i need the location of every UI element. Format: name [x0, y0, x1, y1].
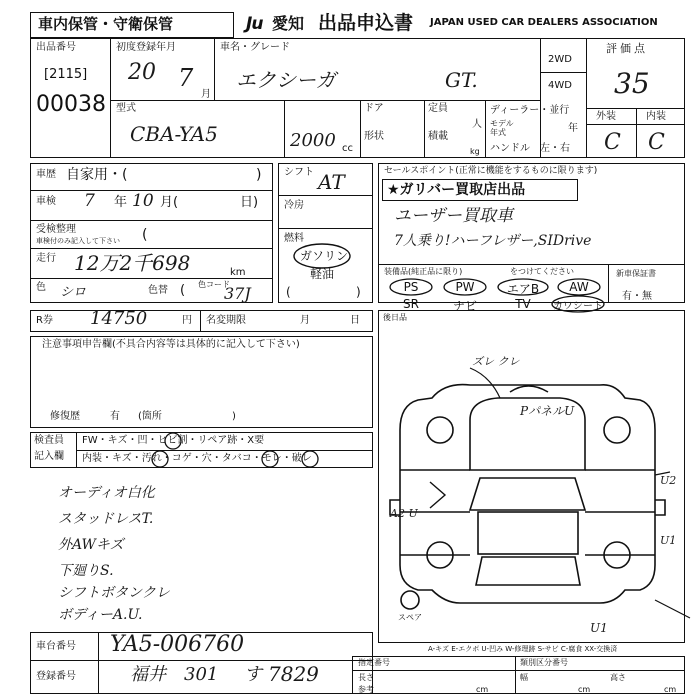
gulliver-banner: ★ガリバー買取店出品: [387, 182, 526, 198]
score-label: 評価点: [606, 42, 648, 55]
color-label: 色: [36, 282, 46, 293]
equipment-pw: PW: [455, 280, 475, 294]
inspector-exterior-row: FW・キズ・凹・ヒビ割・リペア跡・X要: [82, 435, 265, 446]
sales-points-label: セールスポイント(正常に機能をするものに限ります): [384, 166, 598, 176]
equipment-note: をつけてください: [510, 267, 574, 276]
inspector-note-1: オーディオ白化: [58, 485, 155, 501]
load-unit: kg: [470, 147, 480, 156]
registration-month-unit: 月: [201, 89, 211, 100]
association-name: JAPAN USED CAR DEALERS ASSOCIATION: [430, 17, 658, 28]
height-label: 高さ: [610, 673, 626, 682]
footer-block: [352, 656, 685, 694]
inspector-note-4: 下廻りS.: [58, 563, 114, 579]
fuel-gasoline: ガソリン: [300, 249, 349, 263]
registration-month: 7: [178, 64, 194, 92]
interior-score: C: [648, 130, 665, 155]
equipment-leather: カワシート: [553, 301, 603, 312]
reference-label: 参考: [358, 685, 374, 694]
logo-region: 愛知: [272, 14, 305, 33]
shaken-year: 7: [84, 191, 95, 211]
engine-cc: 2000: [290, 130, 336, 151]
recolor-label: 色替: [148, 285, 168, 296]
diagram-right-note-1: U2: [660, 474, 677, 487]
vehicle-name: エクシーガ: [236, 68, 336, 92]
plate-region: 福井: [130, 664, 166, 685]
later-docs-block: [378, 310, 685, 643]
shape-label: 形状: [364, 131, 384, 142]
capacity-unit: 人: [472, 119, 482, 130]
lot-label: 出品番号: [36, 42, 76, 53]
mileage-unit: km: [230, 267, 246, 278]
logo-mark: Ju: [246, 14, 263, 34]
registration-label: 初度登録年月: [116, 42, 176, 53]
equipment-aw: AW: [569, 280, 589, 294]
length-label: 長さ: [358, 673, 374, 682]
cc-unit: cc: [342, 143, 353, 154]
equipment-label: 装備品(純正品に限り): [384, 267, 463, 276]
diagram-rear-note: U1: [590, 621, 608, 635]
inspector-note-5: シフトボタンクレ: [58, 585, 170, 601]
color-code-label: 色コード: [198, 280, 230, 289]
spare-label: スペア: [398, 613, 422, 622]
plate-number: 7829: [268, 662, 319, 686]
warranty-options: 有・無: [622, 291, 652, 302]
name-change-label: 名変期限: [206, 315, 246, 326]
mileage-label: 走行: [36, 253, 56, 264]
diagram-legend: A-キズ E-エクボ U-凹み W-修理跡 S-サビ C-腐食 XX-交換済: [428, 645, 618, 653]
shift-label: シフト: [284, 167, 314, 178]
later-docs-label: 後日品: [383, 313, 407, 322]
transfer-note: 車検付のみ記入して下さい: [36, 237, 120, 245]
inspector-label-2: 記入欄: [34, 451, 64, 462]
repair-label: 修復歴: [50, 411, 80, 422]
plate-kana: す: [244, 664, 262, 685]
color-code-value: 37J: [224, 284, 251, 303]
warranty-label: 新車保証書: [616, 269, 656, 278]
equipment-tv: TV: [515, 297, 531, 311]
vehicle-grade: GT.: [445, 68, 478, 92]
equipment-navi: ナビ: [452, 299, 477, 313]
model-label: 型式: [116, 103, 136, 114]
repair-value: 有: [110, 411, 120, 422]
storage-notice: 車内保管・守衛保管: [38, 15, 174, 33]
plate-label: 登録番号: [36, 671, 76, 682]
diagram-roof-note: PパネルU: [520, 404, 575, 418]
transfer-label: 受検整理: [36, 224, 76, 235]
capacity-label: 定員: [428, 103, 448, 114]
fuel-label: 燃料: [284, 233, 304, 244]
mileage-value: 12万2千698: [74, 251, 191, 275]
inspector-note-3: 外AWキズ: [58, 537, 124, 553]
load-label: 積載: [428, 131, 448, 142]
handle-options: 左・右: [540, 143, 570, 154]
drive-2wd: 2WD: [548, 54, 572, 65]
diagram-left-note: A2 U: [390, 507, 418, 520]
score-value: 35: [614, 67, 650, 100]
vehicle-name-label: 車名・グレード: [220, 42, 290, 53]
diagram-right-note-2: U1: [660, 534, 677, 547]
lot-number: 00038: [36, 92, 106, 117]
inspector-interior-row: 内装・キズ・汚れ・コゲ・穴・タバコ・モレ・破レ: [82, 453, 312, 464]
equipment-ps: PS: [403, 280, 419, 294]
chassis-label: 車台番号: [36, 641, 76, 652]
shaken-month: 10: [132, 191, 154, 211]
registration-year: 20: [128, 60, 156, 85]
width-label: 幅: [520, 673, 528, 682]
dealer-label: ディーラー・並行: [490, 105, 570, 116]
sales-line-1: ユーザー買取車: [394, 206, 513, 226]
color-value: シロ: [60, 285, 87, 300]
recycle-row: [30, 310, 373, 332]
ac-label: 冷房: [284, 200, 304, 211]
plate-class: 301: [184, 664, 219, 685]
fuel-diesel: 軽油: [310, 267, 335, 281]
diagram-top-note: ズレ クレ: [472, 355, 520, 368]
shift-value: AT: [318, 170, 345, 194]
model-year-label2: 年式: [490, 128, 506, 137]
history-value: 自家用・(: [66, 167, 128, 183]
door-label: ドア: [364, 103, 384, 114]
equipment-sr: SR: [403, 297, 419, 311]
model-year-label: モデル: [490, 119, 514, 128]
chassis-value: YA5-006760: [110, 632, 245, 657]
inspector-note-2: スタッドレスT.: [58, 511, 154, 527]
lot-sub-number: [2115]: [44, 67, 88, 82]
year-unit: 年: [568, 123, 578, 134]
sales-line-2: 7人乗り!ハーフレザー,SIDrive: [394, 233, 592, 249]
form-title: 出品申込書: [318, 12, 414, 34]
handle-label: ハンドル: [490, 143, 530, 154]
equipment-airbag: エアB: [506, 282, 540, 296]
recycle-amount: 14750: [90, 308, 148, 329]
notes-label: 注意事項申告欄(不具合内容等は具体的に記入して下さい): [42, 339, 300, 350]
recycle-unit: 円: [182, 315, 192, 326]
inspector-note-6: ボディーA.U.: [58, 607, 143, 623]
recycle-label: R券: [36, 315, 53, 326]
inspector-label-1: 検査員: [34, 435, 64, 446]
interior-label: 内装: [646, 111, 666, 122]
exterior-score: C: [604, 130, 621, 155]
drive-4wd: 4WD: [548, 80, 572, 91]
history-label: 車歴: [36, 169, 56, 180]
exterior-label: 外装: [596, 111, 616, 122]
model-value: CBA-YA5: [130, 122, 218, 146]
shaken-label: 車検: [36, 196, 56, 207]
designation-label: 指定番号: [358, 658, 390, 667]
category-label: 類別区分番号: [520, 658, 568, 667]
